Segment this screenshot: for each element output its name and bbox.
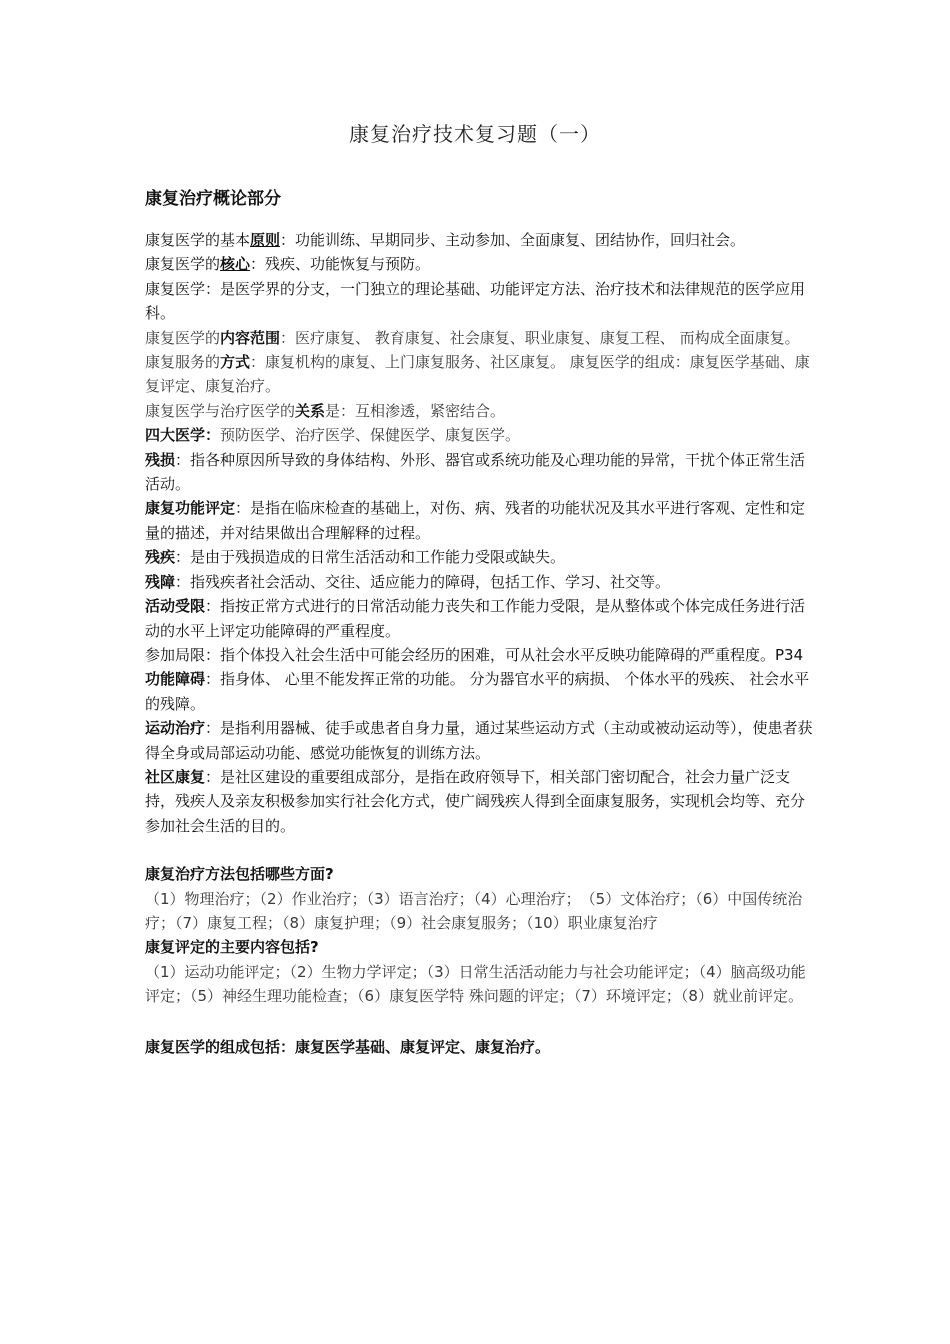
paragraph-definition: 康复医学：是医学界的分支，一门独立的理论基础、功能评定方法、治疗技术和法律规范的医学应用科。 [145,279,806,323]
document-title: 康复治疗技术复习题（一） [349,122,601,146]
paragraph-assessment: 康复功能评定：是指在临床检查的基础上，对伤、病、残者的功能状况及其水平进行客观、定性和定量的描述，并对结果做出合理解释的过程。 [145,499,806,542]
answer-assessment-content: （1）运动功能评定；（2）生物力学评定；（3）日常生活活动能力与社会功能评定；（4）脑高级功能评定；（5）神经生理功能检查；（6）康复医学特 殊问题的评定；（7）环境评定；（8）就业前评定。 [145,962,806,1006]
question-assessment-content: 康复评定的主要内容包括? [145,938,319,957]
question-therapy-methods: 康复治疗方法包括哪些方面? [145,865,334,884]
document-body [145,186,815,1059]
paragraph-principle: 康复医学的基本原则：功能训练、早期同步、主动参加、全面康复、团结协作，回归社会。 [145,231,746,249]
paragraph-dysfunction: 功能障碍：指身体、 心里不能发挥正常的功能。 分为器官水平的病损、 个体水平的残疾、 社会水平的残障。 [145,670,810,713]
final-summary-line: 康复医学的组成包括：康复医学基础、康复评定、康复治疗。 [145,1037,551,1056]
paragraph-exercise-therapy: 运动治疗：是指利用器械、徒手或患者自身力量，通过某些运动方式（主动或被动运动等），使患者获得全身或局部运动功能、感觉功能恢复的训练方法。 [145,719,813,762]
answer-therapy-methods: （1）物理治疗；（2）作业治疗；（3）语言治疗；（4）心理治疗； （5）文体治疗；（6）中国传统治疗；（7）康复工程；（8）康复护理；（9）社会康复服务；（10）职业康复治疗 [145,889,803,932]
paragraph-participation: 参加局限：指个体投入社会生活中可能会经历的困难，可从社会水平反映功能障碍的严重程度。P34 [145,645,804,664]
paragraph-scope: 康复医学的内容范围：医疗康复、 教育康复、社会康复、职业康复、康复工程、 而构成全面康复。 [145,328,800,347]
paragraph-service-mode: 康复服务的方式：康复机构的康复、上门康复服务、社区康复。 康复医学的组成：康复医学基础、康复评定、康复治疗。 [145,353,810,396]
paragraph-impairment: 残损：指各种原因所导致的身体结构、外形、器官或系统功能及心理功能的异常，干扰个体正常生活活动。 [145,450,806,494]
paragraph-community-rehab: 社区康复：是社区建设的重要组成部分，是指在政府领导下，相关部门密切配合，社会力量广泛支持，残疾人及亲友积极参加实行社会化方式，使广阔残疾人得到全面康复服务，实现机会均等、充分参加社会生活的目的。 [145,767,806,835]
paragraph-relationship: 康复医学与治疗医学的关系是：互相渗透，紧密结合。 [145,401,506,420]
paragraph-activity-limit: 活动受限：指按正常方式进行的日常活动能力丧失和工作能力受限，是从整体或个体完成任务进行活动的水平上评定功能障碍的严重程度。 [145,597,806,640]
paragraph-core: 康复医学的核心：残疾、功能恢复与预防。 [145,255,431,274]
paragraph-handicap: 残障：指残疾者社会活动、交往、适应能力的障碍，包括工作、学习、社交等。 [145,572,671,591]
paragraph-four-medicines: 四大医学：预防医学、治疗医学、保健医学、康复医学。 [145,426,521,445]
section-heading: 康复治疗概论部分 [145,189,281,209]
paragraph-disability: 残疾：是由于残损造成的日常生活活动和工作能力受限或缺失。 [145,548,566,567]
